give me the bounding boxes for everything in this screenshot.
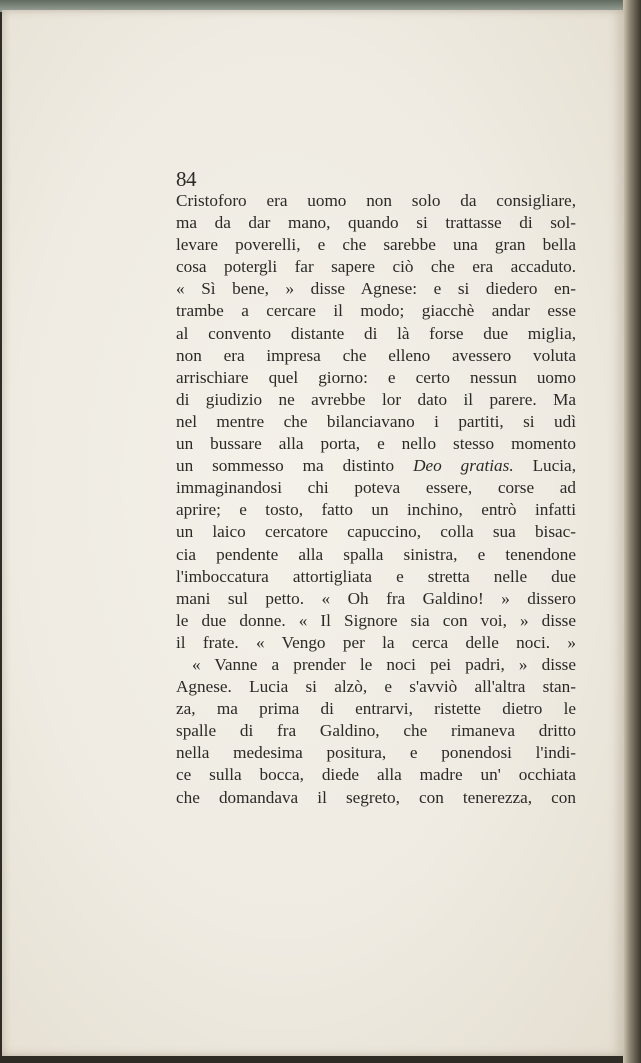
text-line: Agnese. Lucia si alzò, e s'avviò all'altra stan- xyxy=(176,677,576,697)
text-line: nella medesima positura, e ponendosi l'indi- xyxy=(176,743,576,763)
page-number: 84 xyxy=(176,167,196,191)
text-line: le due donne. « Il Signore sia con voi, » disse xyxy=(176,610,576,630)
text-line: za, ma prima di entrarvi, ristette dietro le xyxy=(176,699,576,719)
text-segment: un sommesso ma distinto xyxy=(176,456,414,476)
text-line: il frate. « Vengo per la cerca delle noci. » xyxy=(176,632,576,652)
text-line: Cristoforo era uomo non solo da consigliare, xyxy=(176,191,576,210)
text-line: un bussare alla porta, e nello stesso momento xyxy=(176,434,576,454)
text-line: « Sì bene, » disse Agnese: e si diedero en- xyxy=(176,279,576,299)
text-line: aprire; e tosto, fatto un inchino, entrò infatti xyxy=(176,500,576,520)
text-line: al convento distante di là forse due miglia, xyxy=(176,323,576,343)
text-segment: Lucia, xyxy=(513,456,576,476)
text-line: mani sul petto. « Oh fra Galdino! » dissero xyxy=(176,588,576,608)
text-line: cia pendente alla spalla sinistra, e tenendone xyxy=(176,544,576,564)
text-line: cosa potergli far sapere ciò che era accaduto. xyxy=(176,257,576,277)
body-text xyxy=(176,166,576,809)
text-line: non era impresa che elleno avessero voluta xyxy=(176,345,576,365)
text-line: levare poverelli, e che sarebbe una gran bella xyxy=(176,235,576,255)
text-line: spalle di fra Galdino, che rimaneva dritto xyxy=(176,721,576,741)
text-line: immaginandosi chi poteva essere, corse ad xyxy=(176,478,576,498)
page-right-edge xyxy=(623,0,641,1063)
text-line: un laico cercatore capuccino, colla sua bisac- xyxy=(176,522,576,542)
text-line: ce sulla bocca, diede alla madre un' occhiata xyxy=(176,765,576,785)
text-line: di giudizio ne avrebbe lor dato il parere. Ma xyxy=(176,389,576,409)
text-line: arrischiare quel giorno: e certo nessun uomo xyxy=(176,367,576,387)
text-line: ma da dar mano, quando si trattasse di sol- xyxy=(176,213,576,233)
text-line: nel mentre che bilanciavano i partiti, si udì xyxy=(176,411,576,431)
text-line-with-italic xyxy=(176,455,576,477)
text-line: « Vanne a prender le noci pei padri, » disse xyxy=(192,654,576,674)
text-line: che domandava il segreto, con tenerezza, con xyxy=(176,787,576,807)
italic-phrase: Deo gratias. xyxy=(413,456,514,476)
text-line: trambe a cercare il modo; giacchè andar esse xyxy=(176,301,576,321)
text-line: l'imboccatura attortigliata e stretta nelle due xyxy=(176,566,576,586)
